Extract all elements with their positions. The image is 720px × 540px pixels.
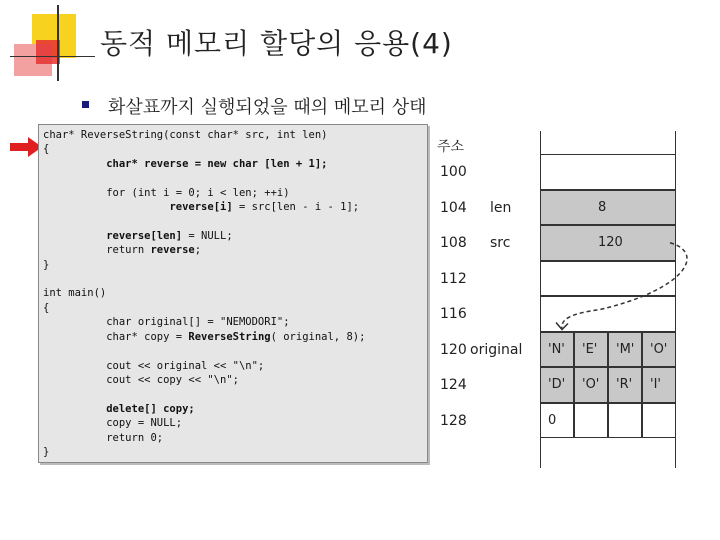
memory-address: 120 xyxy=(440,341,467,358)
memory-char: 'O' xyxy=(650,341,668,357)
memory-address: 124 xyxy=(440,377,467,393)
code-highlight: reverse[len] xyxy=(106,229,183,242)
memory-char: 'M' xyxy=(616,341,635,357)
code-highlight: delete[] copy; xyxy=(106,402,195,415)
code-text: int main() xyxy=(43,287,107,300)
code-highlight: reverse xyxy=(150,244,195,257)
code-text: { xyxy=(43,301,50,314)
address-header: 주소 xyxy=(437,139,465,155)
memory-char: 'E' xyxy=(582,341,598,357)
memory-char: 'D' xyxy=(548,377,566,392)
code-text: = src[len - i - 1]; xyxy=(232,201,360,214)
memory-address: 128 xyxy=(440,412,467,429)
variable-name: original xyxy=(470,341,523,358)
variable-name: src xyxy=(490,235,511,251)
code-text: ; xyxy=(194,244,202,257)
code-text: char original[] = "NEMODORI"; xyxy=(106,316,290,329)
memory-address: 108 xyxy=(440,235,467,251)
code-text: cout << original << "\n"; xyxy=(106,359,265,372)
memory-char: 'N' xyxy=(548,341,565,357)
slide-subtitle: 화살표까지 실행되었을 때의 메모리 상태 xyxy=(108,97,427,118)
memory-value: 8 xyxy=(598,199,607,215)
variable-name: len xyxy=(490,199,512,216)
code-text: char* ReverseString(const char* src, int len) xyxy=(43,129,328,141)
code-text: cout << copy << "\n"; xyxy=(106,373,239,386)
memory-char: 0 xyxy=(548,412,557,428)
code-text: { xyxy=(43,143,50,156)
code-highlight: ReverseString xyxy=(188,330,271,343)
memory-address: 112 xyxy=(440,270,467,287)
memory-char: 'R' xyxy=(616,377,633,392)
memory-address: 116 xyxy=(440,306,467,322)
code-highlight: char* reverse = new char [len + 1]; xyxy=(106,157,328,170)
memory-address: 100 xyxy=(440,164,467,180)
memory-char: 'I' xyxy=(650,377,661,392)
code-text: char* copy = xyxy=(106,330,189,343)
code-text: return 0; xyxy=(106,431,164,444)
memory-address: 104 xyxy=(440,199,467,216)
slide-title: 동적 메모리 할당의 응용(4) xyxy=(100,27,453,60)
code-text: for (int i = 0; i < len; ++i) xyxy=(106,186,290,199)
code-text: } xyxy=(43,445,50,458)
code-text: } xyxy=(43,258,50,271)
code-text: copy = NULL; xyxy=(106,417,183,430)
memory-char: 'O' xyxy=(582,377,600,392)
memory-value: 120 xyxy=(598,235,623,250)
code-text: = NULL; xyxy=(182,229,233,242)
code-text: ( original, 8); xyxy=(270,330,366,343)
code-text: return xyxy=(106,244,151,257)
code-highlight: reverse[i] xyxy=(169,201,233,214)
